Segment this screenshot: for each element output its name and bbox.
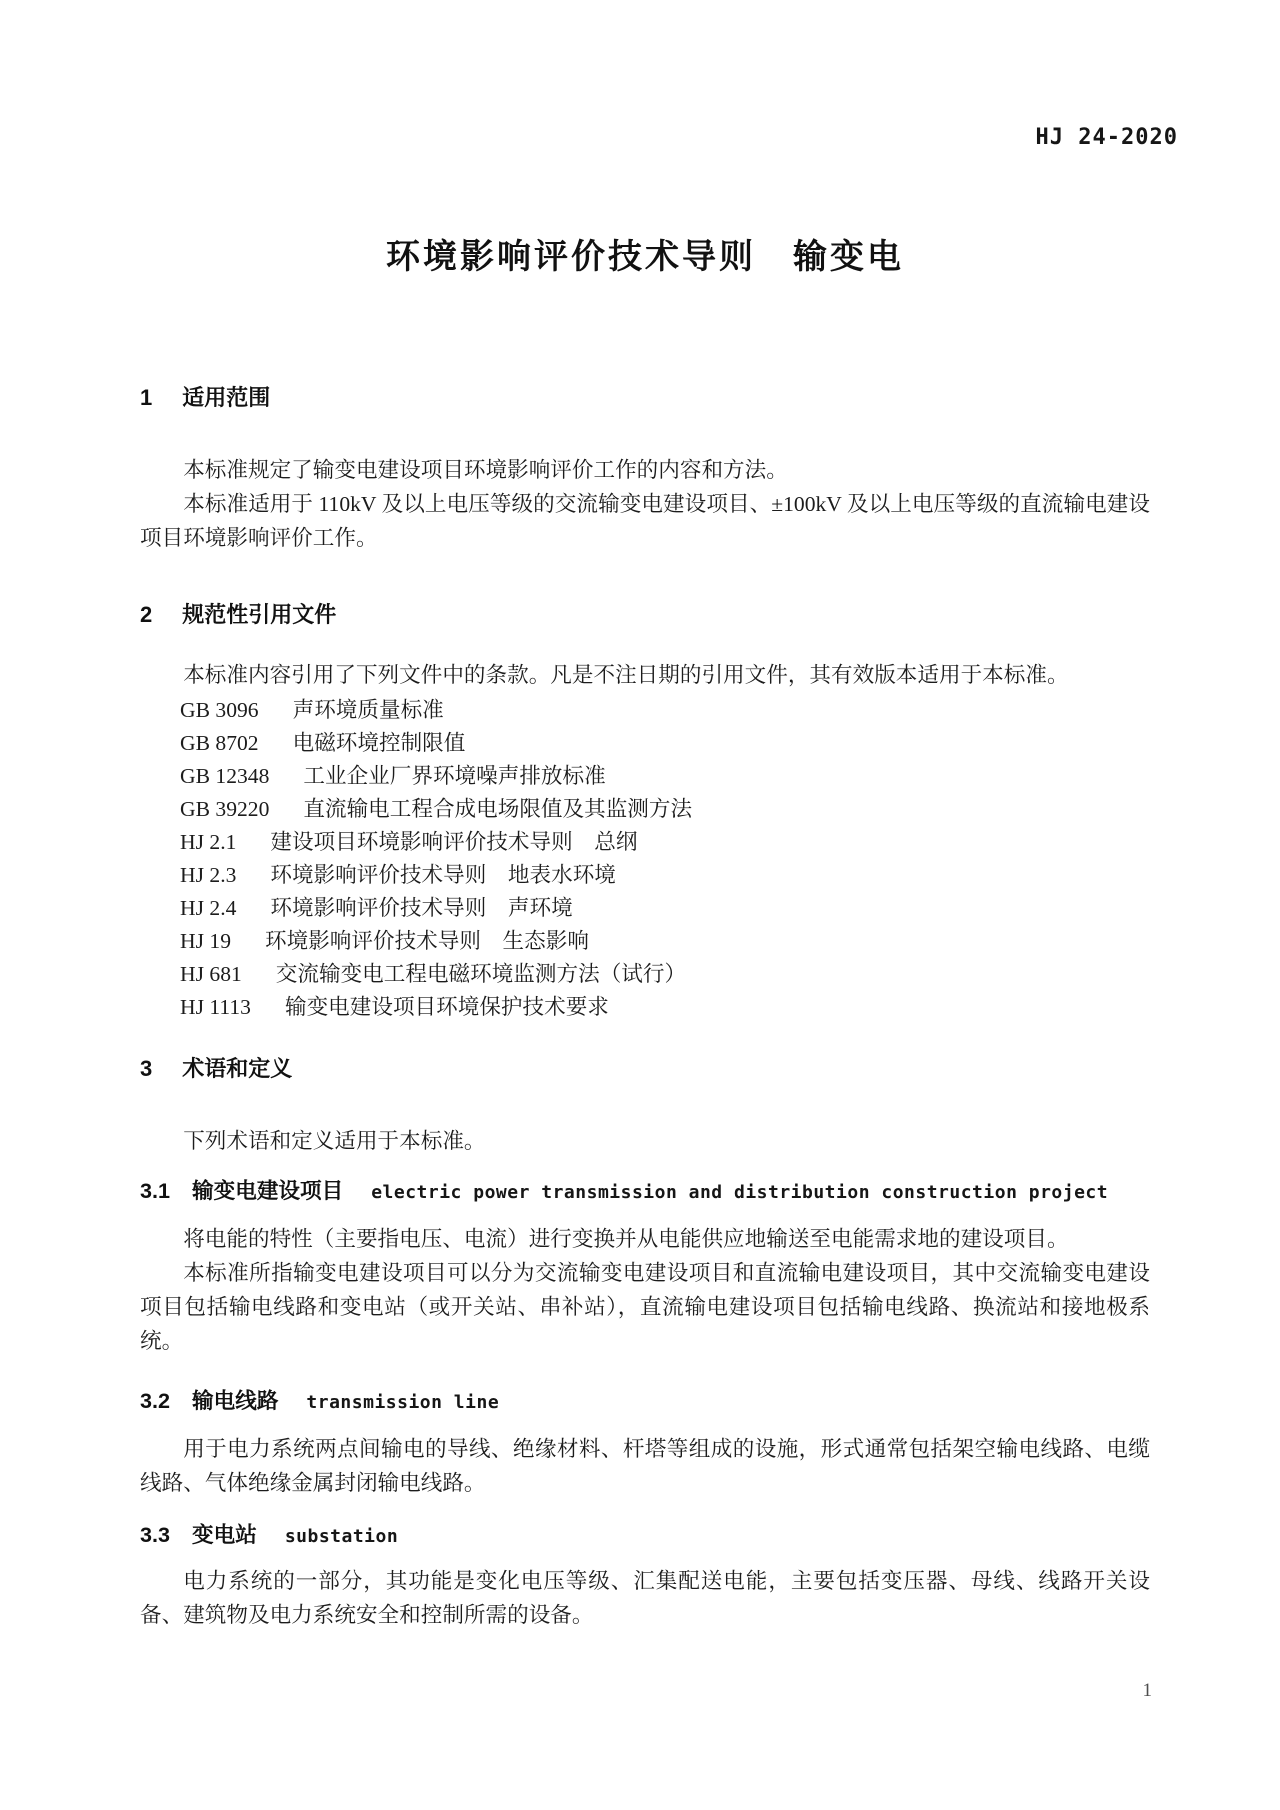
reference-item bbox=[140, 826, 1150, 859]
reference-code: GB 3096 bbox=[180, 698, 259, 722]
reference-title: 环境影响评价技术导则 生态影响 bbox=[265, 929, 589, 953]
reference-code: HJ 2.3 bbox=[180, 863, 237, 887]
paragraph: 本标准规定了输变电建设项目环境影响评价工作的内容和方法。 bbox=[183, 458, 788, 482]
paragraph: 下列术语和定义适用于本标准。 bbox=[183, 1129, 486, 1153]
term-name-en: transmission line bbox=[306, 1392, 500, 1413]
section-heading-references bbox=[140, 600, 1150, 630]
term-name-zh: 变电站 bbox=[192, 1522, 257, 1547]
section-heading-scope bbox=[140, 383, 1150, 413]
section-scope bbox=[140, 383, 1150, 555]
term-heading bbox=[140, 1176, 1150, 1208]
reference-title: 声环境质量标准 bbox=[292, 698, 444, 722]
reference-title: 环境影响评价技术导则 声环境 bbox=[270, 896, 573, 920]
term-name-en: electric power transmission and distribution construction project bbox=[371, 1182, 1109, 1203]
reference-code: HJ 2.4 bbox=[180, 896, 237, 920]
heading-number: 3 bbox=[140, 1056, 153, 1081]
reference-item bbox=[140, 892, 1150, 925]
section-terms-definitions bbox=[140, 1054, 1150, 1632]
paragraph: 电力系统的一部分，其功能是变化电压等级、汇集配送电能，主要包括变压器、母线、线路开关设备、建筑物及电力系统安全和控制所需的设备。 bbox=[140, 1569, 1150, 1627]
term-number: 3.2 bbox=[140, 1388, 171, 1413]
term-item-3-3 bbox=[140, 1520, 1150, 1632]
reference-code: GB 12348 bbox=[180, 764, 270, 788]
reference-title: 建设项目环境影响评价技术导则 总纲 bbox=[270, 830, 638, 854]
section-heading-terms bbox=[140, 1054, 1150, 1084]
reference-code: HJ 1113 bbox=[180, 995, 251, 1019]
reference-title: 工业企业厂界环境噪声排放标准 bbox=[303, 764, 606, 788]
paragraph: 本标准所指输变电建设项目可以分为交流输变电建设项目和直流输电建设项目，其中交流输变电建设项目包括输电线路和变电站（或开关站、串补站），直流输电建设项目包括输电线路、换流站和接地极系统。 bbox=[140, 1261, 1150, 1353]
reference-item bbox=[140, 991, 1150, 1024]
reference-item bbox=[140, 925, 1150, 958]
reference-title: 电磁环境控制限值 bbox=[292, 731, 466, 755]
doc-number: HJ 24-2020 bbox=[1035, 125, 1178, 150]
reference-list bbox=[140, 694, 1150, 1024]
reference-item bbox=[140, 958, 1150, 991]
reference-code: HJ 19 bbox=[180, 929, 231, 953]
reference-item bbox=[140, 793, 1150, 826]
heading-label: 适用范围 bbox=[182, 385, 271, 410]
term-heading bbox=[140, 1520, 1150, 1552]
reference-code: HJ 681 bbox=[180, 962, 242, 986]
heading-number: 2 bbox=[140, 602, 153, 627]
term-heading bbox=[140, 1386, 1150, 1418]
reference-item bbox=[140, 760, 1150, 793]
heading-label: 规范性引用文件 bbox=[182, 602, 337, 627]
heading-label: 术语和定义 bbox=[182, 1056, 293, 1081]
reference-title: 交流输变电工程电磁环境监测方法（试行） bbox=[275, 962, 687, 986]
term-number: 3.1 bbox=[140, 1178, 171, 1203]
paragraph: 将电能的特性（主要指电压、电流）进行变换并从电能供应地输送至电能需求地的建设项目。 bbox=[183, 1227, 1069, 1251]
term-name-zh: 输变电建设项目 bbox=[192, 1178, 344, 1203]
paragraph: 本标准适用于 110kV 及以上电压等级的交流输变电建设项目、±100kV 及以上电压等级的直流输电建设项目环境影响评价工作。 bbox=[140, 492, 1150, 550]
reference-item bbox=[140, 727, 1150, 760]
reference-code: HJ 2.1 bbox=[180, 830, 237, 854]
reference-title: 输变电建设项目环境保护技术要求 bbox=[284, 995, 609, 1019]
heading-number: 1 bbox=[140, 385, 153, 410]
paragraph: 用于电力系统两点间输电的导线、绝缘材料、杆塔等组成的设施，形式通常包括架空输电线路、电缆线路、气体绝缘金属封闭输电线路。 bbox=[140, 1437, 1150, 1495]
reference-code: GB 8702 bbox=[180, 731, 259, 755]
reference-item bbox=[140, 694, 1150, 727]
reference-item bbox=[140, 859, 1150, 892]
term-item-3-1 bbox=[140, 1176, 1150, 1358]
term-item-3-2 bbox=[140, 1386, 1150, 1500]
page-number: 1 bbox=[1142, 1680, 1152, 1701]
page-title: 环境影响评价技术导则 输变电 bbox=[386, 238, 904, 276]
section-normative-references bbox=[140, 600, 1150, 1024]
reference-code: GB 39220 bbox=[180, 797, 270, 821]
term-number: 3.3 bbox=[140, 1522, 171, 1547]
term-name-zh: 输电线路 bbox=[192, 1388, 279, 1413]
term-name-en: substation bbox=[284, 1526, 399, 1547]
reference-title: 环境影响评价技术导则 地表水环境 bbox=[270, 863, 616, 887]
reference-title: 直流输电工程合成电场限值及其监测方法 bbox=[303, 797, 693, 821]
paragraph: 本标准内容引用了下列文件中的条款。凡是不注日期的引用文件，其有效版本适用于本标准。 bbox=[183, 663, 1069, 687]
